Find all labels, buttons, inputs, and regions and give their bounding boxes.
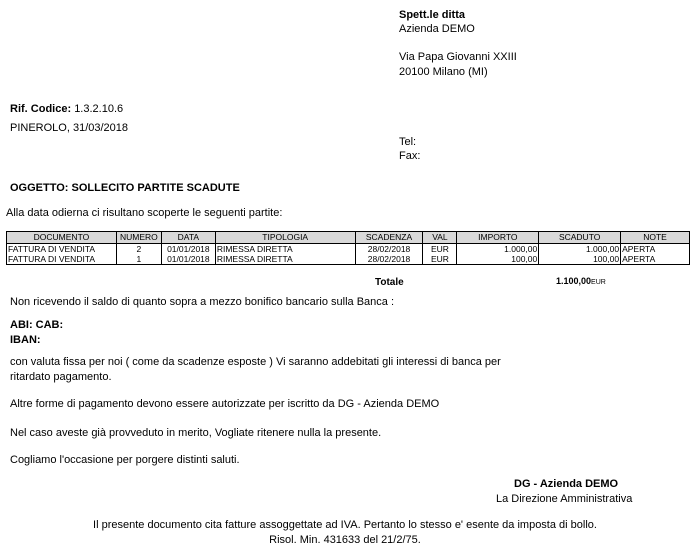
bank-line: Non ricevendo il saldo di quanto sopra a mezzo bonifico bancario sulla Banca : xyxy=(10,296,395,308)
saluti: Cogliamo l'occasione per porgere distinti saluti. xyxy=(10,454,240,466)
reference-label: Rif. Codice: xyxy=(10,103,72,115)
recipient-street: Via Papa Giovanni XXIII xyxy=(399,51,517,63)
cell-importo: 100,00 xyxy=(457,254,539,265)
reference-line xyxy=(10,103,123,115)
valuta-line-2: ritardato pagamento. xyxy=(10,371,112,383)
cell-scadenza: 28/02/2018 xyxy=(355,254,423,265)
col-tipologia: TIPOLOGIA xyxy=(215,232,355,244)
total-label: Totale xyxy=(375,277,404,288)
iban: IBAN: xyxy=(10,334,41,346)
col-importo: IMPORTO xyxy=(457,232,539,244)
footer-line-2: Risol. Min. 431633 del 21/2/75. xyxy=(269,534,421,546)
cell-note: APERTA xyxy=(621,254,690,265)
abi-cab: ABI: CAB: xyxy=(10,319,64,331)
recipient-heading: Spett.le ditta xyxy=(399,9,466,21)
col-scaduto: SCADUTO xyxy=(539,232,621,244)
signature-department: La Direzione Amministrativa xyxy=(496,493,633,505)
col-note: NOTE xyxy=(621,232,690,244)
recipient-city: 20100 Milano (MI) xyxy=(399,66,488,78)
cell-tipologia: RIMESSA DIRETTA xyxy=(215,254,355,265)
place-date: PINEROLO, 31/03/2018 xyxy=(10,122,129,134)
col-documento: DOCUMENTO xyxy=(7,232,117,244)
cell-scadenza: 28/02/2018 xyxy=(355,244,423,255)
reference-code: 1.3.2.10.6 xyxy=(74,103,124,115)
signature-company: DG - Azienda DEMO xyxy=(514,478,619,490)
cell-importo: 1.000,00 xyxy=(457,244,539,255)
table-header-row xyxy=(7,232,690,244)
partite-table xyxy=(6,231,690,265)
subject: OGGETTO: SOLLECITO PARTITE SCADUTE xyxy=(10,182,240,194)
cell-numero: 2 xyxy=(116,244,161,255)
table-row xyxy=(7,254,690,265)
total-amount: 1.100,00 xyxy=(556,276,592,286)
footer-line-1: Il presente documento cita fatture assoggettate ad IVA. Pertanto lo stesso e' esente da imposta di bollo. xyxy=(93,519,597,531)
col-data: DATA xyxy=(161,232,215,244)
tel-label: Tel: xyxy=(399,136,417,148)
total-value xyxy=(556,276,606,286)
intro-text: Alla data odierna ci risultano scoperte le seguenti partite: xyxy=(6,207,283,219)
col-val: VAL xyxy=(423,232,457,244)
cell-tipologia: RIMESSA DIRETTA xyxy=(215,244,355,255)
total-currency: EUR xyxy=(591,279,606,286)
cell-scaduto: 100,00 xyxy=(539,254,621,265)
cell-data: 01/01/2018 xyxy=(161,254,215,265)
cell-note: APERTA xyxy=(621,244,690,255)
cell-data: 01/01/2018 xyxy=(161,244,215,255)
nel-caso: Nel caso aveste già provveduto in merito, Vogliate ritenere nulla la presente. xyxy=(10,427,382,439)
cell-val: EUR xyxy=(423,244,457,255)
table-row xyxy=(7,244,690,255)
cell-numero: 1 xyxy=(116,254,161,265)
recipient-name: Azienda DEMO xyxy=(399,23,475,35)
cell-val: EUR xyxy=(423,254,457,265)
fax-label: Fax: xyxy=(399,150,421,162)
cell-documento: FATTURA DI VENDITA xyxy=(7,254,117,265)
cell-documento: FATTURA DI VENDITA xyxy=(7,244,117,255)
altre-forme: Altre forme di pagamento devono essere autorizzate per iscritto da DG - Azienda DEMO xyxy=(10,398,440,410)
col-numero: NUMERO xyxy=(116,232,161,244)
col-scadenza: SCADENZA xyxy=(355,232,423,244)
cell-scaduto: 1.000,00 xyxy=(539,244,621,255)
valuta-line-1: con valuta fissa per noi ( come da scadenze esposte ) Vi saranno addebitati gli interessi di banca per xyxy=(10,356,501,368)
